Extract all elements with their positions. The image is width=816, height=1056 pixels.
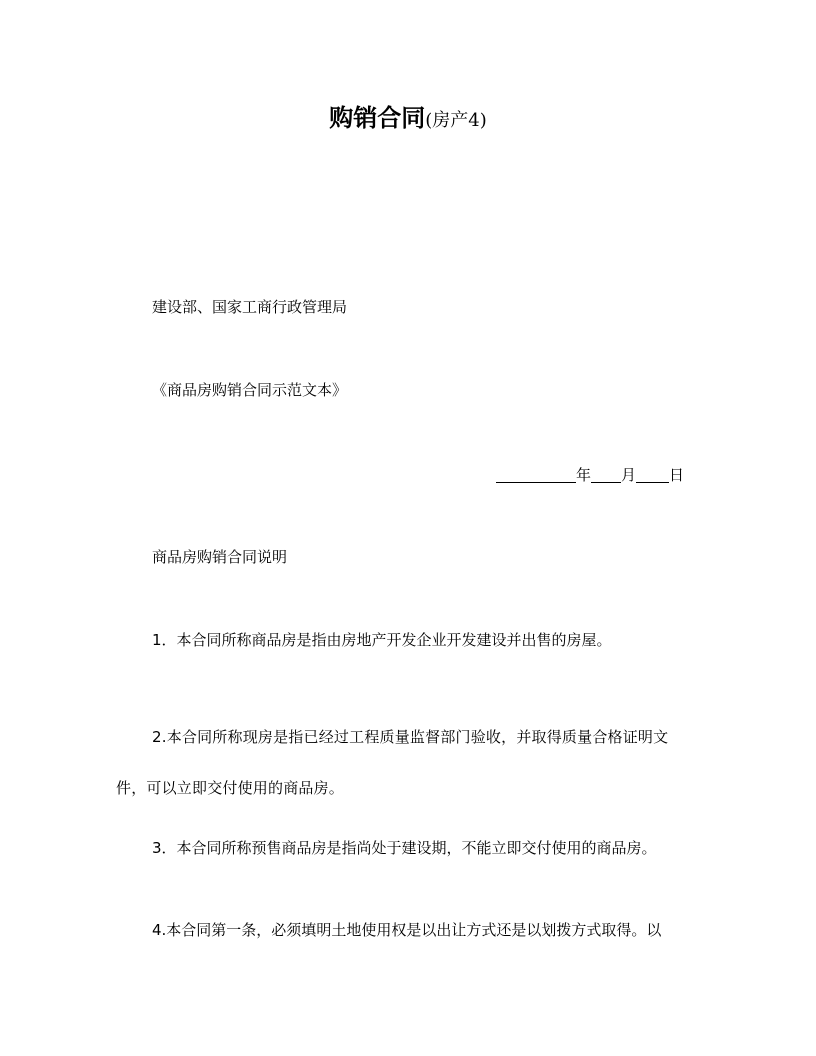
text-title-line: 《商品房购销合同示范文本》 [152, 381, 348, 399]
clause-4: 4.本合同第一条，必须填明土地使用权是以出让方式还是以划拨方式取得。以 [152, 921, 662, 939]
title-main: 购销合同 [329, 104, 426, 132]
issuer-line: 建设部、国家工商行政管理局 [152, 298, 348, 316]
clause-2 [116, 712, 698, 797]
day-blank [636, 465, 669, 483]
document-title [0, 98, 816, 133]
month-blank [591, 465, 621, 483]
date-line [496, 465, 684, 485]
day-label: 日 [669, 466, 685, 484]
year-label: 年 [576, 466, 592, 484]
clause-1: 1．本合同所称商品房是指由房地产开发企业开发建设并出售的房屋。 [152, 631, 612, 649]
clause-2-text: 2.本合同所称现房是指已经过工程质量监督部门验收，并取得质量合格证明文件，可以立即交付使用的商品房。 [116, 728, 669, 797]
clause-3: 3．本合同所称预售商品房是指尚处于建设期，不能立即交付使用的商品房。 [152, 839, 657, 857]
month-label: 月 [621, 466, 637, 484]
explanation-heading: 商品房购销合同说明 [152, 548, 288, 566]
title-subtitle: (房产4) [425, 110, 487, 131]
year-blank [496, 465, 576, 483]
